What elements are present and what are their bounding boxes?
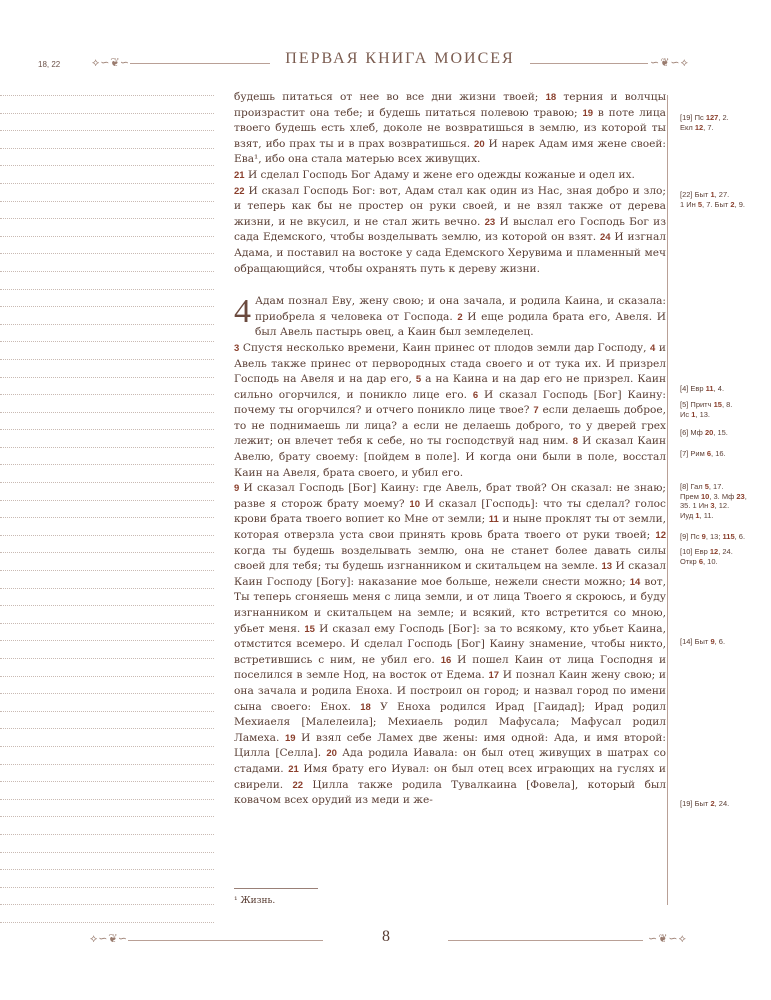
verse-text: И выслал его Господь Бог из сада Едемского, чтобы возделывать землю, из которой он взят. xyxy=(234,215,666,244)
note-line xyxy=(0,412,214,413)
cross-reference: [7] Рим 6, 16. xyxy=(680,449,726,458)
verse-text: если делаешь доброе, то не поднимаешь ли лица? а если не делаешь доброго, то у дверей грех лежит; он влечет тебя к себе, но ты господствуй над ним. xyxy=(234,404,666,448)
verse-text: И сказал ему Господь [Бог]: за то всякому, кто убьет Каина, отмстится всемеро. И сделал Господь [Бог] Каину знамение, чтобы никто, встретившись с ним, не убил его. xyxy=(234,622,666,666)
note-line xyxy=(0,113,214,114)
verse-number: 21 xyxy=(234,169,245,181)
verse-text: а на Каина и на дар его не призрел. Каин сильно огорчился, и поникло лице его. xyxy=(234,373,666,401)
verse-text: И пошел Каин от лица Господня и поселился в земле Нод, на восток от Едема. xyxy=(234,653,667,682)
note-line xyxy=(0,517,214,518)
verse-text: Имя брату его Иувал: он был отец всех играющих на гуслях и свирели. xyxy=(234,762,666,791)
note-line xyxy=(0,922,214,923)
verse-text: И изгнал Адама, и поставил на востоке у сада Едемского Херувима и пламенный меч обращающийся, чтобы охранять путь к дереву жизни. xyxy=(234,231,666,275)
verse-number: 19 xyxy=(284,732,296,744)
note-line xyxy=(0,676,214,677)
verse-text: И сказал [Господь]: что ты сделал? голос крови брата твоего вопиет ко Мне от земли; xyxy=(234,497,666,526)
verse-text: и Авель также принес от первородных стада своего и от тука их. И призрел Господь на Авеля и на дар его, xyxy=(234,341,666,386)
verse-text: будешь питаться от нее во все дни жизни твоей; xyxy=(234,91,546,103)
verse-number: 8 xyxy=(572,436,578,448)
note-line xyxy=(0,834,214,835)
note-line xyxy=(0,95,214,96)
verse-text: терния и волчцы произрастит она тебе; и будешь питаться полевою травою; xyxy=(234,91,667,119)
footnote-rule xyxy=(234,888,318,889)
verse-number: 16 xyxy=(440,654,452,666)
footer-rule-left xyxy=(128,940,323,941)
verse-text: И сказал Господь Бог: вот, Адам стал как один из Нас, зная добро и зло; и теперь как бы не простер он руки своей, и не взял также от дерева жизни, и не вкусил, и не стал жить вечно. xyxy=(234,184,666,228)
verse-text: Адам познал Еву, жену свою; и она зачала, и родила Каина, и сказала: приобрела я человека от Господа. xyxy=(255,295,666,323)
footer-rule-right xyxy=(448,940,643,941)
verse-number: 3 xyxy=(234,342,240,354)
note-line xyxy=(0,588,214,589)
verse-text: когда ты будешь возделывать землю, она не станет более давать силы своей для тебя; ты будешь изгнанником и скитальцем на земле. xyxy=(234,544,666,573)
note-line xyxy=(0,394,214,395)
verse-number: 24 xyxy=(599,232,611,244)
cross-reference: [19] Пс 127, 2. Екл 12, 7. xyxy=(680,113,729,132)
note-line xyxy=(0,711,214,712)
paragraph xyxy=(234,184,666,278)
verse-number: 12 xyxy=(655,530,666,542)
note-line xyxy=(0,764,214,765)
cross-reference: [22] Быт 1, 27. 1 Ин 5, 7. Быт 2, 9. xyxy=(680,190,745,209)
main-text xyxy=(234,90,666,809)
verse-number: 6 xyxy=(472,389,479,401)
chapter-number: 4 xyxy=(234,293,251,331)
verse-number: 5 xyxy=(415,374,422,386)
verse-text: Спустя несколько времени, Каин принес от плодов земли дар Господу, xyxy=(239,341,651,354)
verse-number: 14 xyxy=(629,576,641,588)
cross-reference: [5] Притч 15, 8. Ис 1, 13. xyxy=(680,400,733,419)
verse-text: Цилла также родила Тувалкаина [Фовела], который был ковачом всех орудий из меди и же- xyxy=(234,778,666,807)
ornament-right: ∽❦∽⟡ xyxy=(650,56,689,69)
note-line xyxy=(0,799,214,800)
verse-number: 17 xyxy=(488,670,500,682)
note-line xyxy=(0,253,214,254)
cross-reference: [6] Мф 20, 15. xyxy=(680,428,728,437)
verse-number: 9 xyxy=(234,483,240,495)
note-line xyxy=(0,464,214,465)
note-line xyxy=(0,552,214,553)
note-line xyxy=(0,852,214,853)
header-rule-right xyxy=(530,63,648,64)
footer-ornament-left: ⟡∽❦∽ xyxy=(90,932,129,945)
cross-reference: [8] Гал 5, 17. Прем 10, 3. Мф 23, 35. 1 Ин 3, 12. Иуд 1, 11. xyxy=(680,482,747,520)
verse-text: И сказал Каин Авелю, брату своему: [пойдем в поле]. И когда они были в поле, восстал Каин на Авеля, брата своего, и убил его. xyxy=(234,435,667,479)
verse-number: 15 xyxy=(304,623,315,635)
note-line xyxy=(0,359,214,360)
note-line xyxy=(0,324,214,325)
chapter-verse-reference: 18, 22 xyxy=(38,60,61,69)
margin-rule xyxy=(667,95,668,905)
cross-reference: [19] Быт 2, 24. xyxy=(680,799,730,808)
note-line xyxy=(0,500,214,501)
verse-number: 18 xyxy=(360,701,371,713)
note-line xyxy=(0,306,214,307)
verse-text: У Еноха родился Ирад [Гаидад]; Ирад родил Мехиаеля [Малелеила]; Мехиаель родил Мафусала; Мафусал родил Ламеха. xyxy=(234,700,667,744)
note-line xyxy=(0,341,214,342)
verse-number: 13 xyxy=(601,561,613,573)
note-line xyxy=(0,605,214,606)
verse-number: 19 xyxy=(582,107,594,119)
page-number: 8 xyxy=(382,928,390,945)
verse-number: 18 xyxy=(545,92,557,103)
verse-text: в поте лица твоего будешь есть хлеб, доколе не возвратишься в землю, из которой ты взят, ибо прах ты и в прах возвратишься. xyxy=(234,106,666,150)
note-line xyxy=(0,887,214,888)
note-line xyxy=(0,130,214,131)
paragraph xyxy=(234,341,666,481)
verse-number: 22 xyxy=(292,779,304,791)
paragraph xyxy=(234,294,666,341)
notes-lines xyxy=(0,95,214,940)
cross-reference: [4] Евр 11, 4. xyxy=(680,384,725,393)
note-line xyxy=(0,640,214,641)
cross-reference: [9] Пс 9, 13; 115, 6. xyxy=(680,532,746,541)
note-line xyxy=(0,693,214,694)
verse-number: 7 xyxy=(533,405,539,417)
verse-number: 22 xyxy=(234,185,245,197)
verse-number: 21 xyxy=(288,763,299,775)
note-line xyxy=(0,728,214,729)
note-line xyxy=(0,623,214,624)
note-line xyxy=(0,429,214,430)
note-line xyxy=(0,658,214,659)
page-title: ПЕРВАЯ КНИГА МОИСЕЯ xyxy=(285,50,515,67)
note-line xyxy=(0,781,214,782)
note-line xyxy=(0,271,214,272)
note-line xyxy=(0,447,214,448)
verse-number: 4 xyxy=(650,342,656,354)
note-line xyxy=(0,482,214,483)
note-line xyxy=(0,201,214,202)
verse-number: 20 xyxy=(474,138,485,150)
verse-number: 11 xyxy=(488,514,499,526)
header-rule-left xyxy=(130,63,270,64)
footer-ornament-right: ∽❦∽⟡ xyxy=(648,932,687,945)
paragraph xyxy=(234,168,666,184)
note-line xyxy=(0,148,214,149)
verse-number: 23 xyxy=(484,216,496,228)
verse-text: И сделал Господь Бог Адаму и жене его одежды кожаные и одел их. xyxy=(244,168,635,181)
note-line xyxy=(0,165,214,166)
verse-text: и ныне проклят ты от земли, которая отверзла уста свои принять кровь брата твоего от руки твоей; xyxy=(234,513,666,542)
verse-text: И еще родила брата его, Авеля. И был Авель пастырь овец, а Каин был земледелец. xyxy=(255,310,666,339)
note-line xyxy=(0,869,214,870)
verse-text: И сказал Господь [Бог] Каину: где Авель, брат твой? Он сказал: не знаю; разве я сторож брату моему? xyxy=(234,482,666,510)
verse-number: 2 xyxy=(457,311,463,323)
verse-text: И сказал Господь [Бог] Каину: почему ты огорчился? и отчего поникло лице твое? xyxy=(234,388,666,417)
verse-text: вот, Ты теперь сгоняешь меня с лица земли, и от лица Твоего я скроюсь, и буду изгнанником и скитальцем на земле; и всякий, кто встретится со мною, убьет меня. xyxy=(234,575,666,635)
note-line xyxy=(0,570,214,571)
verse-text: И взял себе Ламех две жены: имя одной: Ада, и имя второй: Цилла [Селла]. xyxy=(234,731,666,760)
note-line xyxy=(0,746,214,747)
note-line xyxy=(0,183,214,184)
note-line xyxy=(0,377,214,378)
verse-number: 10 xyxy=(409,498,420,510)
note-line xyxy=(0,904,214,905)
cross-reference: [10] Евр 12, 24. Откр 6, 10. xyxy=(680,547,733,566)
verse-text: Ада родила Иавала: он был отец живущих в шатрах со стадами. xyxy=(234,747,666,775)
cross-reference: [14] Быт 9, 6. xyxy=(680,637,726,646)
note-line xyxy=(0,236,214,237)
verse-text: И познал Каин жену свою; и она зачала и родила Еноха. И построил он город; и назвал город по имени сына своего: Енох. xyxy=(234,669,666,713)
paragraph xyxy=(234,90,666,168)
note-line xyxy=(0,289,214,290)
note-line xyxy=(0,816,214,817)
paragraph xyxy=(234,481,666,808)
verse-text: И сказал Каин Господу [Богу]: наказание мое больше, нежели снести можно; xyxy=(234,560,666,588)
verse-number: 20 xyxy=(326,748,337,760)
note-line xyxy=(0,535,214,536)
footnote: ¹ Жизнь. xyxy=(234,896,276,906)
note-line xyxy=(0,218,214,219)
ornament-left: ⟡∽❦∽ xyxy=(92,56,131,69)
verse-text: И нарек Адам имя жене своей: Ева¹, ибо она стала матерью всех живущих. xyxy=(234,137,666,166)
